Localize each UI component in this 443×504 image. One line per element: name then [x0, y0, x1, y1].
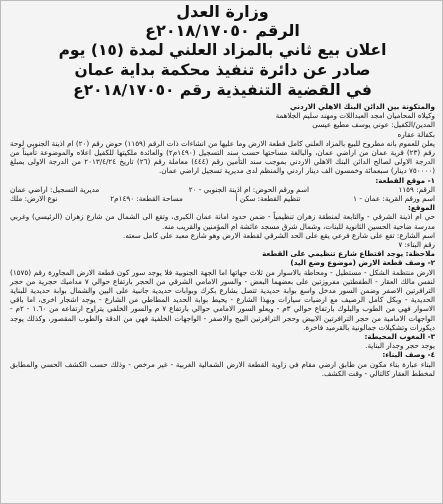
zoning: تنظيم القطعة: سكن أ [235, 194, 301, 204]
shape-paragraph: الارض منتظمة الشكل - مستطيل - ومحاطة بالاسوار من ثلاث جهاتها اما الجهة الجنوبية فلا يوجد سور كون قطعة الارض المجاورة رقم (١٥٧٥) لنفس مالك العقار - الطفطتين مفروزتين على بعضهما البعض - والسور الامامي الشرقي من الحجر بارتفاع حوالي ٧ مداميك حجرية من حجر الترافرتين الاصفر وضمن السور مدخل واسع بوابة حديدية تتصل بشارع بكرك وبوابات حديدية جانبية على البين والشمال بوابة حديدية للبناية الحديدية - وبكل كامل الرصيف مع ارضيات سيارات وبهذا الشارع - يحيط بوابة الحديد المطاطي من الشارع - يوجد اشجار اخرى، اما باقي الاسوار فهي من الطوب والبلوك بارتفاع حوالي ٣م - ويعلو السور الامامي حوالي بارتفاع ٧ م والسور الخلفي يتراوح ارتفاعه من ١.٦٠ - ٢م - الواجهات الامامية من حجر الترافرتين الابيض وحجر الترافرتين البيج والاصفر - الواجهات الخلفية فهي من الدقة والطوب المقصور، وكذلك يوجد ديكورات وتشكيلات جمالونية بالقرميد فاخرة. [10, 267, 435, 332]
ministry-title: وزارة العدل [176, 2, 269, 21]
notice-title: اعلان بيع ثاني بالمزاد العلني لمدة (١٥) يوم [58, 41, 387, 59]
issuer-line: صادر عن دائرة تنفيذ محكمة بداية عمان [74, 61, 371, 79]
shape-heading: ٢- وصف قطعة الارض (موضوع وضع اليد) [290, 258, 435, 268]
plot-details-row-1 [10, 185, 435, 194]
party-creditor: والمتكونة بين الدائن البنك الاهلي الاردني [289, 102, 435, 111]
plot-details-row-2 [10, 194, 435, 203]
building-paragraph: البناء عبارة بناء مكون من طابق ارضي مقام في زاوية القطعة الارض الشمالية الغربية - غير مرخص - وذلك حسب الكشف الحسي والمطابق لمخطط العقار كالتالي - وقت الكشف. [10, 359, 435, 378]
intro-paragraph: يعلن للعموم بانه مطروح للبيع بالمزاد العلني كامل قطعة الارض وما عليها من انشاءات ذات الرقم (١١٥٩) حوض رقم (٢٠) ام اذينة الجنوبي لوحة رقم (٢٣) قرية عمان من اراضي عمان، والبالغة مساحتها حسب سند التسجيل (١٤٩٠م٢) والعائدة ملكيتها للكفيل اعلاه والموضوعة تأميناً من الدرجة الاولى لصالح الدائن البنك الاهلي الاردني بموجب سند التأمين رقم (٤٤٤) معاملة رقم (٢٦) تاريخ ٢٠١٣/٤/٢٤ من الدرجة الاولى بمبلغ (٧٥٠٠٠٠ دينار) سبعمائة وخمسون الف دينار اردني والمنظم لدى مديرية تسجيل اراضي عمان. [10, 138, 436, 176]
case-number-line: في القضية التنفيذية رقم ٢٠١٨/١٧٠٥٠ع [73, 81, 372, 99]
reference-number: الرقم ٢٠١٨/١٧٠٥٠ع [145, 21, 300, 40]
neighbors-heading: ٣- المغوب المحيطة: [364, 332, 435, 342]
plot-number: الرقم: ١١٥٩ [398, 184, 435, 194]
plot-area: مساحة القطعة: ١٤٩٠م٢ [110, 194, 183, 204]
plot-heading: ١- موقع القطعة: [375, 175, 435, 185]
basin-name: اسم ورقم الحوض: ام اذينة الجنوبي - ٢٠ [188, 184, 309, 194]
building-heading: ٤- وصف البناء: [382, 350, 435, 360]
location-paragraph: حي ام اذينة الشرقي - والتابعة لمنطقة زهران تنظيمياً - ضمن حدود امانة عمان الكبرى، وتقع الى الشمال من شارع زهران (الرئيسي) وغربي مدرسة ضاحية الحسين الثانوية للبنات، وشمال شرق مسجد عائشة ام المؤمنين والقريب منه. [10, 212, 435, 231]
location-heading: الموقع: [408, 203, 435, 213]
notice-body [10, 102, 435, 378]
land-type: نوع الارض: ملك [10, 194, 58, 204]
note-heading: ملاحظة: يوجد اقتطاع شارع تنظيمي على القطعة [262, 249, 435, 259]
party-debtor: المدين/الكفيل: عوني يوسف مطيع عيسى [312, 120, 435, 130]
party-guarantee: بكفالة عقاره [397, 129, 435, 139]
street-paragraph: اسم الشارع: تقع على شارع فرعي يقع على الحد الشرقي لقطعة الارض وهو شارع معبد على كامل سعته. [123, 230, 435, 240]
village-name: اسم ورقم القرية: عمان - ١ [353, 194, 435, 204]
neighbors-paragraph: يوجد حجر وجدار البناية. [365, 341, 435, 351]
building-number: رقم البناء: ٧ [398, 240, 435, 250]
party-lawyers: وكيلاه المحاميان امجد العبداللات ومهند سليم الجلاهمة [275, 111, 435, 121]
registry-office: مديرية التسجيل: اراضي عمان [10, 184, 100, 194]
